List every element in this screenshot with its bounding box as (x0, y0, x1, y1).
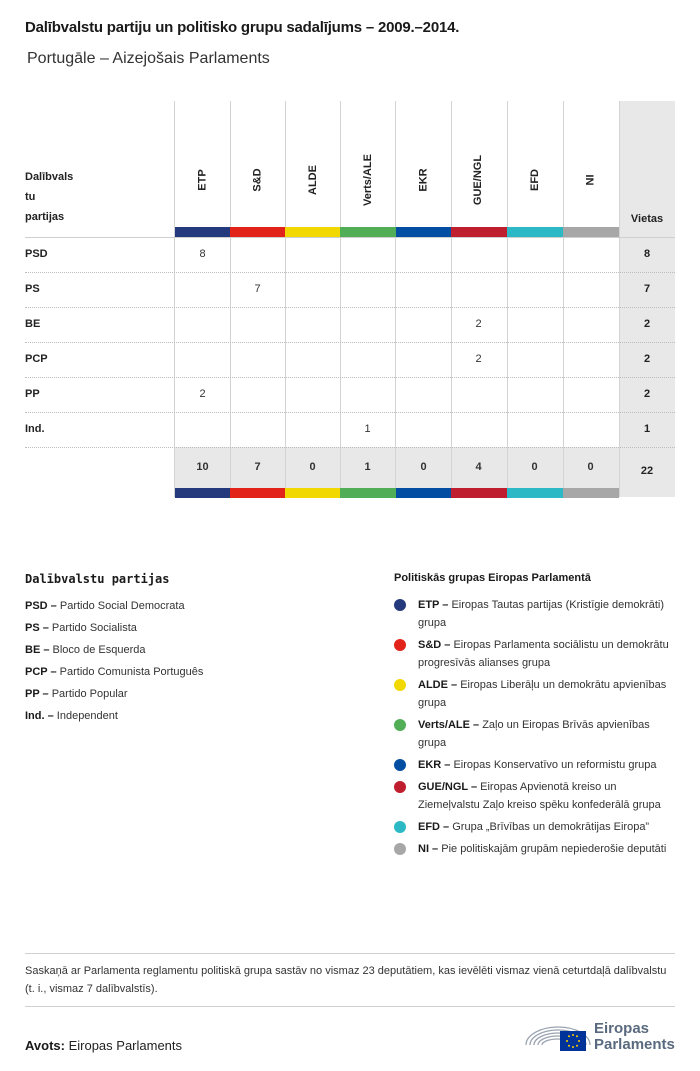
party-abbr: PCP – (25, 666, 60, 678)
seat-cell: 8 (199, 248, 206, 260)
seat-cell: 2 (475, 353, 482, 365)
group-abbr: ALDE – (418, 679, 461, 691)
group-name: Zaļo un Eiropas Brīvās apvienības grupa (418, 719, 650, 749)
page-subtitle: Portugāle – Aizejošais Parlaments (27, 50, 270, 67)
group-legend-heading: Politiskās grupas Eiropas Parlamentā (394, 572, 591, 584)
group-legend-item (394, 716, 679, 752)
group-abbr: Verts/ALE – (418, 719, 483, 731)
divider (25, 1006, 675, 1007)
party-name: Partido Socialista (51, 622, 137, 634)
group-header-verts-ale (340, 139, 395, 221)
party-legend-item (25, 639, 365, 661)
party-row-label: Ind. (25, 423, 45, 435)
group-total: 0 (587, 461, 594, 473)
group-color-bar (396, 488, 451, 498)
logo-text-line: Parlaments (594, 1036, 675, 1053)
group-legend-item (394, 636, 679, 672)
party-row-label: PSD (25, 248, 48, 260)
grid-line (619, 101, 620, 497)
party-legend-item (25, 595, 365, 617)
row-separator (25, 447, 675, 448)
group-color-bar (451, 227, 507, 237)
logo-text (594, 1021, 675, 1053)
group-name: Pie politiskajām grupām nepiederošie deputāti (441, 843, 667, 855)
party-row-label: PP (25, 388, 40, 400)
hemicycle-flag-icon (524, 1017, 592, 1057)
group-legend-item (394, 596, 679, 632)
logo-text-line: Eiropas (594, 1020, 650, 1037)
group-color-bar (396, 227, 451, 237)
party-abbr: PSD – (25, 600, 60, 612)
footnote: Saskaņā ar Parlamenta reglamentu politiskā grupa sastāv no vismaz 23 deputātiem, kas ievēlēti vismaz vienā ceturtdaļā dalībvalstu (t. i., vismaz 7 dalībvalstīs). (25, 965, 667, 995)
party-abbr: PP – (25, 688, 52, 700)
party-seat-total: 2 (643, 353, 651, 365)
seat-cell: 1 (364, 423, 371, 435)
group-color-bar (563, 488, 619, 498)
divider (25, 953, 675, 954)
party-row-label: PS (25, 283, 40, 295)
group-header-ekr (396, 139, 451, 221)
party-row-label: BE (25, 318, 41, 330)
group-header-gue-ngl (451, 139, 506, 221)
party-name: Partido Social Democrata (59, 600, 185, 612)
group-total: 10 (196, 461, 209, 473)
row-separator (25, 307, 675, 308)
party-legend-item (25, 617, 365, 639)
group-total: 0 (309, 461, 316, 473)
group-color-bar (175, 488, 230, 498)
party-abbr: Ind. – (25, 710, 57, 722)
seat-cell: 2 (199, 388, 206, 400)
party-column-header (25, 167, 73, 227)
group-header-label: Verts/ALE (361, 154, 374, 206)
group-color-dot-icon (394, 759, 406, 771)
group-color-bar (563, 227, 619, 237)
seat-cell: 7 (254, 283, 261, 295)
group-abbr: EKR – (418, 759, 454, 771)
group-name: Eiropas Apvienotā kreiso un Ziemeļvalstu Zaļo kreiso spēku konfederālā grupa (418, 781, 661, 811)
group-color-dot-icon (394, 639, 406, 651)
group-total: 4 (475, 461, 482, 473)
group-color-bar (285, 488, 340, 498)
group-legend-item (394, 756, 679, 774)
group-color-dot-icon (394, 599, 406, 611)
party-seat-total: 2 (643, 318, 651, 330)
group-header-alde (285, 139, 340, 221)
group-abbr: S&D – (418, 639, 454, 651)
group-header-etp (175, 139, 230, 221)
group-color-bar (451, 488, 507, 498)
group-header-label: S&D (251, 168, 264, 192)
group-abbr: NI – (418, 843, 442, 855)
group-name: Eiropas Liberāļu un demokrātu apvienības grupa (418, 679, 667, 709)
group-color-dot-icon (394, 781, 406, 793)
group-header-label: ALDE (306, 165, 319, 195)
party-column-header-line: partijas (25, 211, 65, 223)
group-color-dot-icon (394, 843, 406, 855)
group-header-label: EFD (528, 169, 541, 191)
group-header-ni (563, 139, 618, 221)
group-header-efd (507, 139, 562, 221)
party-legend-heading: Dalībvalstu partijas (25, 572, 170, 586)
group-name: Eiropas Parlamenta sociālistu un demokrātu progresīvās alianses grupa (418, 639, 669, 669)
group-abbr: ETP – (418, 599, 452, 611)
party-seat-total: 2 (643, 388, 651, 400)
party-legend-item (25, 661, 365, 683)
group-color-bar (507, 227, 563, 237)
group-header-label: NI (584, 174, 597, 186)
party-seat-total: 1 (643, 423, 651, 435)
group-header-sd (230, 139, 285, 221)
seats-column-header: Vietas (630, 213, 664, 225)
seat-table (25, 101, 675, 501)
row-separator (25, 272, 675, 273)
party-seat-total: 8 (643, 248, 651, 260)
party-name: Bloco de Esquerda (52, 644, 146, 656)
seats-column-background (619, 101, 675, 497)
group-total: 0 (531, 461, 538, 473)
group-abbr: GUE/NGL – (418, 781, 481, 793)
row-separator (25, 412, 675, 413)
group-color-bar (230, 488, 285, 498)
page-title: Dalībvalstu partiju un politisko grupu sadalījums – 2009.–2014. (25, 19, 460, 36)
group-legend (394, 572, 679, 862)
group-header-label: GUE/NGL (472, 154, 485, 206)
group-color-dot-icon (394, 821, 406, 833)
source-value: Eiropas Parlaments (64, 1038, 183, 1053)
group-header-label: ETP (196, 169, 209, 191)
group-color-bar (340, 227, 396, 237)
group-color-dot-icon (394, 719, 406, 731)
group-name: Eiropas Tautas partijas (Kristīgie demokrāti) grupa (418, 599, 664, 629)
group-color-dot-icon (394, 679, 406, 691)
european-parliament-logo (524, 1017, 676, 1057)
group-color-bar (230, 227, 285, 237)
party-name: Partido Comunista Português (59, 666, 204, 678)
party-column-header-line: Dalībvals (25, 171, 74, 183)
group-abbr: EFD – (418, 821, 453, 833)
party-abbr: PS – (25, 622, 52, 634)
group-total: 7 (254, 461, 261, 473)
row-separator (25, 377, 675, 378)
row-separator (25, 342, 675, 343)
group-color-bar (507, 488, 563, 498)
group-header-label: EKR (417, 168, 430, 192)
group-name: Eiropas Konservatīvo un reformistu grupa (453, 759, 657, 771)
group-total: 1 (364, 461, 371, 473)
source-label: Avots: (25, 1038, 65, 1053)
party-abbr: BE – (25, 644, 53, 656)
party-legend-item (25, 705, 365, 727)
group-legend-item (394, 778, 679, 814)
group-legend-item (394, 676, 679, 712)
seat-cell: 2 (475, 318, 482, 330)
row-separator (25, 237, 675, 238)
group-legend-item (394, 818, 679, 836)
group-name: Grupa „Brīvības un demokrātijas Eiropa” (452, 821, 650, 833)
group-color-bar (285, 227, 340, 237)
party-column-header-line: tu (25, 191, 36, 203)
party-row-label: PCP (25, 353, 48, 365)
party-name: Partido Popular (51, 688, 128, 700)
group-color-bar (340, 488, 396, 498)
group-color-bar (175, 227, 230, 237)
party-legend-item (25, 683, 365, 705)
group-legend-item (394, 840, 679, 858)
party-seat-total: 7 (643, 283, 651, 295)
group-total: 0 (420, 461, 427, 473)
source-line (25, 1038, 182, 1053)
party-legend (25, 572, 365, 727)
party-name: Independent (56, 710, 118, 722)
grand-total: 22 (640, 465, 654, 477)
